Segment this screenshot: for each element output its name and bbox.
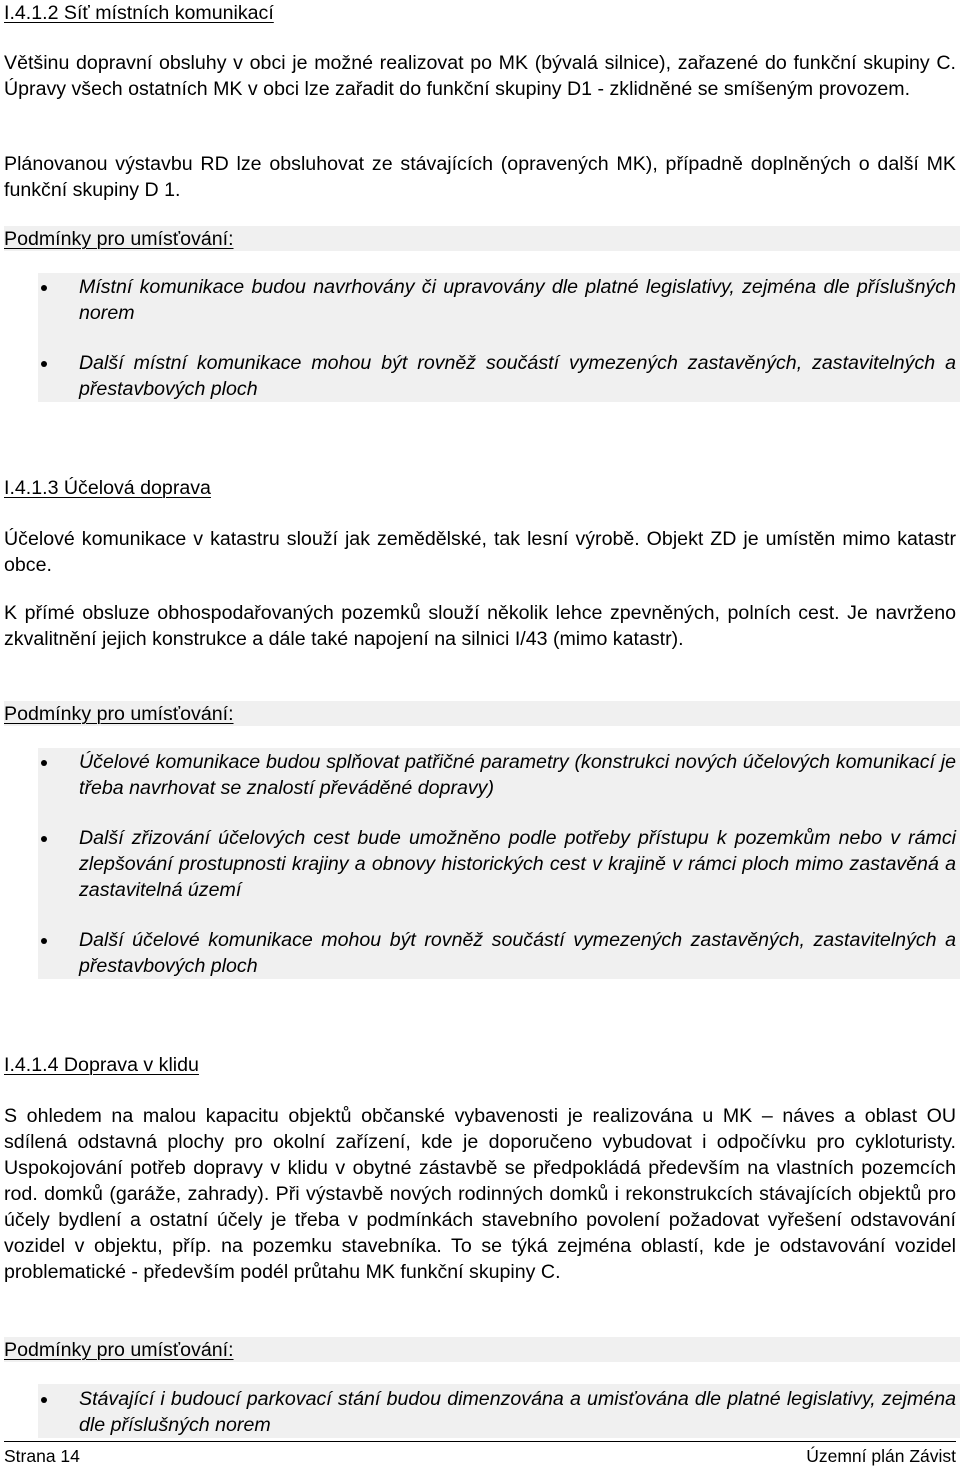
section-heading-1: I.4.1.2 Síť místních komunikací — [4, 2, 274, 24]
paragraph: Většinu dopravní obsluhy v obci je možné realizovat po MK (bývalá silnice), zařazené do funkční skupiny C. Úpravy všech ostatních MK v obci lze zařadit do funkční skupiny D1 - zklidněné se smíšeným provozem. — [4, 52, 956, 100]
paragraph: Plánovanou výstavbu RD lze obsluhovat ze stávajících (opravených MK), případně doplněných o další MK funkční skupiny D 1. — [4, 153, 956, 201]
section-heading-2: I.4.1.3 Účelová doprava — [4, 477, 211, 499]
page-footer — [4, 1444, 956, 1468]
conditions-label-bar — [4, 226, 960, 251]
conditions-label-bar — [4, 1337, 960, 1362]
page-number: Strana 14 — [4, 1446, 80, 1466]
paragraph: Účelové komunikace v katastru slouží jak zemědělské, tak lesní výrobě. Objekt ZD je umístěn mimo katastr obce. — [4, 528, 956, 576]
paragraph: S ohledem na malou kapacitu objektů občanské vybavenosti je realizována u MK – náves a oblast OU sdílená odstavná plochy pro okolní zařízení, kde je doporučeno vybudovat i odpočívku pro cykloturisty. Uspokojování potřeb dopravy v klidu v obytné zástavbě se předpokládá především na vlastních pozemcích rod. domků (garáže, zahrady). Při výstavbě nových rodinných domků i rekonstrukcích stávajících objektů pro účely bydlení a ostatní účely je třeba v podmínkách stavebního povolení požadovat vyřešení odstavování vozidel v objektu, příp. na pozemku stavebníka. To se týká zejména oblastí, kde je odstavování vozidel problematické - především podél průtahu MK funkční skupiny C. — [4, 1105, 956, 1283]
list-item: Další zřizování účelových cest bude umožněno podle potřeby přístupu k pozemkům nebo v rámci zlepšování prostupnosti krajiny a obnovy historických cest v krajině v rámci ploch mimo zastavěná a zastavitelná území — [38, 825, 956, 903]
conditions-label-bar — [4, 701, 960, 726]
conditions-list — [38, 749, 956, 979]
paragraph: K přímé obsluze obhospodařovaných pozemků slouží několik lehce zpevněných, polních cest. Je navrženo zkvalitnění jejich konstrukce a dále také napojení na silnici I/43 (mimo katastr). — [4, 602, 956, 650]
document-title: Územní plán Závist — [806, 1446, 956, 1466]
list-item: Další účelové komunikace mohou být rovněž součástí vymezených zastavěných, zastavitelných a přestavbových ploch — [38, 927, 956, 979]
list-item: Účelové komunikace budou splňovat patřičné parametry (konstrukci nových účelových komunikací je třeba navrhovat se znalostí převáděné dopravy) — [38, 749, 956, 801]
conditions-label: Podmínky pro umísťování: — [4, 703, 234, 725]
list-item: Další místní komunikace mohou být rovněž součástí vymezených zastavěných, zastavitelných a přestavbových ploch — [38, 350, 956, 402]
list-item: Stávající i budoucí parkovací stání budou dimenzována a umisťována dle platné legislativy, zejména dle příslušných norem — [38, 1386, 956, 1438]
conditions-list — [38, 274, 956, 402]
footer-rule — [4, 1441, 956, 1442]
conditions-label: Podmínky pro umísťování: — [4, 1339, 234, 1361]
conditions-label: Podmínky pro umísťování: — [4, 228, 234, 250]
conditions-list — [38, 1386, 956, 1438]
list-item: Místní komunikace budou navrhovány či upravovány dle platné legislativy, zejména dle příslušných norem — [38, 274, 956, 326]
section-heading-3: I.4.1.4 Doprava v klidu — [4, 1054, 199, 1076]
